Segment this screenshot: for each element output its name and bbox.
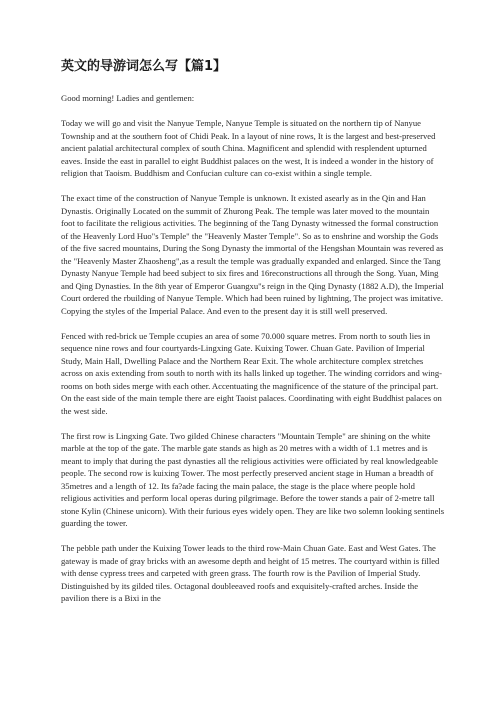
body-paragraph-1: Today we will go and visit the Nanyue Temple, Nanyue Temple is situated on the northern tip of Nanyue Township and at the southern foot of Chidi Peak. In a layout of nine rows, It is the largest and best-preserved ancient palatial architectural complex of south China. Magnificent and splendid with resplendent upturned eaves. Inside the east in parallel to eight Buddhist palaces on the west, It is indeed a wonder in the history of religion that Taoism. Buddhism and Confucian culture can co-exist within a single temple. [61, 118, 436, 178]
greeting-paragraph: Good morning! Ladies and gentlemen: [61, 93, 195, 103]
document-title: 英文的导游词怎么写【篇1】 [61, 59, 227, 74]
body-paragraph-5: The pebble path under the Kuixing Tower leads to the third row-Main Chuan Gate. East and West Gates. The gateway is made of gray bricks with an awesome depth and height of 15 metres. The courtyard within is filled with dense cypress trees and carpeted with green grass. The fourth row is the Pavilion of Imperial Study. Distinguished by its gilded tiles. Octagonal doubleeaved roofs and exquisitely-crafted arches. Inside the pavilion there is a Bixi in the [61, 543, 440, 603]
body-paragraph-4: The first row is Lingxing Gate. Two gilded Chinese characters "Mountain Temple" are shining on the white marble at the top of the gate. The marble gate stands as high as 20 metres with a width of 1.1 metres and is meant to imply that during the past dynasties all the religious activities were officiated by real knowledgeable people. The second row is kuixing Tower. The most perfectly preserved ancient stage in Human a breadth of 35metres and a length of 12. Its fa?ade facing the main palace, the stage is the place where people hold religious activities and perform local operas during pilgrimage. Before the tower stands a pair of 2-metre tall stone Kylin (Chinese unicorn). With their furious eyes widely open. They are like two solemn looking sentinels guarding the tower. [61, 430, 445, 528]
body-paragraph-3: Fenced with red-brick ue Temple ccupies an area of some 70.000 square metres. From north to south lies in sequence nine rows and four courtyards-Lingxing Gate. Kuixing Tower. Chuan Gate. Pavilion of Imperial Study, Main Hall, Dwelling Palace and the Northern Rear Exit. The whole architecture complex stretches across on axis extending from south to north with its halls linked up together. The winding corridors and wing-rooms on both sides merge with each other. Accentuating the magnificence of the stature of the principal part. On the east side of the main temple there are eight Taoist palaces. Coordinating with eight Buddhist palaces on the west side. [61, 330, 443, 416]
body-paragraph-2: The exact time of the construction of Nanyue Temple is unknown. It existed asearly as in the Qin and Han Dynastis. Originally Located on the summit of Zhurong Peak. The temple was later moved to the mountain foot to facilitate the religious activities. The beginning of the Tang Dynasty witnessed the formal construction of the Heavenly Lord Huo"s Temple" the "Heavenly Master Temple". So as to enshrine and worship the Gods of the five sacred mountains, During the Song Dynasty the immortal of the Hengshan Mountain was revered as the "Heavenly Master Zhaosheng",as a result the temple was gradually expanded and enlarged. Since the Tang Dynasty Nanyue Temple had beed subject to six fires and 16reconstructions all through the Song. Yuan, Ming and Qing Dynasties. In the 8th year of Emperor Guangxu"s reign in the Qing Dynasty (1882 A.D), the Imperial Court ordered the rbuilding of Nanyue Temple. Which had been ruined by lightning, The project was imitative. Copying the styles of the Imperial Palace. And even to the present day it is still well preserved. [61, 193, 444, 316]
document-body [61, 92, 445, 617]
